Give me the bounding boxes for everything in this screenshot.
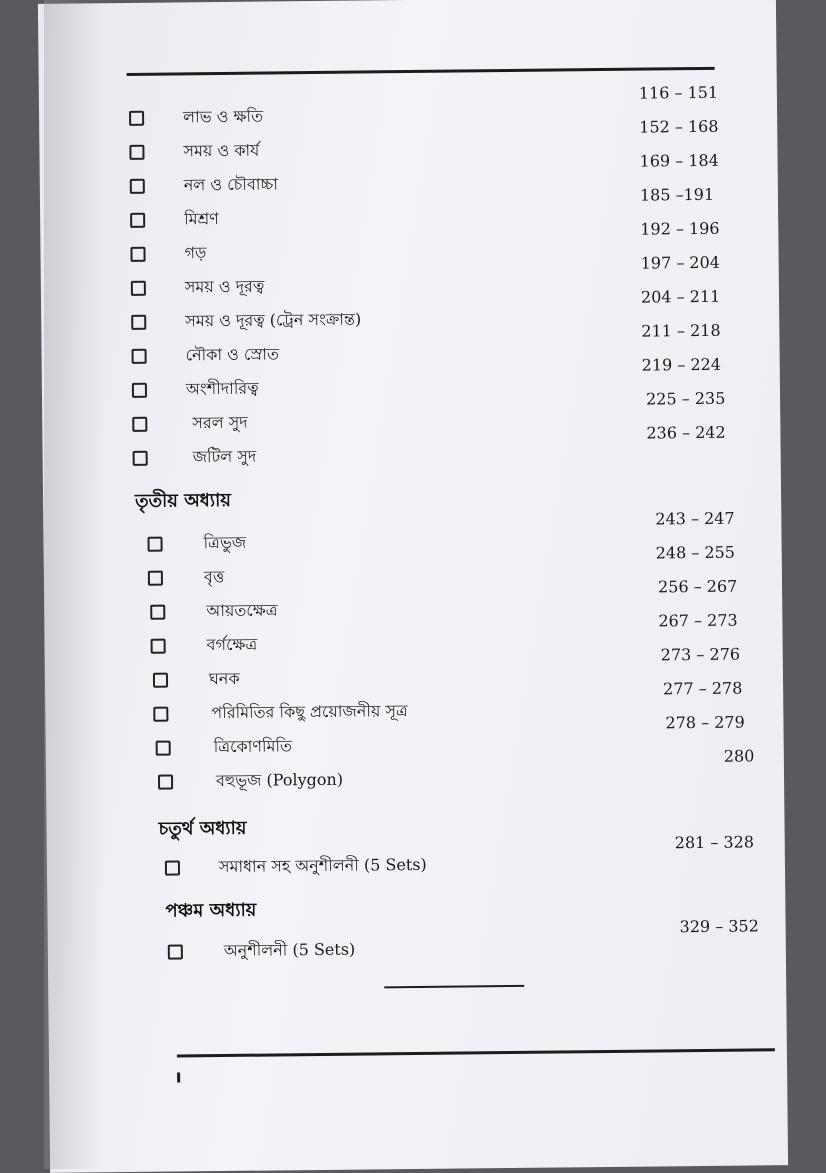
toc-topic: সময় ও দূরত্ব — [184, 276, 265, 297]
toc-topic: বৃত্ত — [203, 566, 225, 587]
toc-pages: 277 – 278 — [663, 678, 743, 699]
toc-topic: নল ও চৌবাচ্চা — [183, 174, 279, 195]
toc-pages: 152 – 168 — [639, 116, 719, 137]
toc-topic: ত্রিভুজ — [203, 532, 247, 553]
toc-row — [47, 832, 785, 884]
toc-topic: গড় — [184, 243, 207, 263]
checkbox-icon — [147, 537, 162, 552]
toc-pages: 197 – 204 — [640, 252, 720, 273]
chapter-heading: পঞ্চম অধ্যায় — [165, 899, 257, 922]
toc-pages: 329 – 352 — [679, 916, 759, 937]
chapter-heading: চতুর্থ অধ্যায় — [158, 817, 247, 840]
bottom-divider-tick — [177, 1072, 180, 1082]
toc-pages: 280 — [723, 746, 755, 766]
toc-pages: 281 – 328 — [674, 832, 755, 853]
checkbox-icon — [168, 944, 183, 959]
toc-topic: সময় ও কার্য — [183, 140, 260, 161]
toc-pages: 169 – 184 — [639, 150, 719, 171]
end-divider — [384, 985, 524, 988]
toc-pages: 192 – 196 — [640, 218, 720, 239]
checkbox-icon — [132, 349, 147, 364]
checkbox-icon — [151, 639, 166, 654]
checkbox-icon — [158, 775, 173, 790]
toc-pages: 236 – 242 — [646, 422, 726, 443]
checkbox-icon — [153, 707, 168, 722]
checkbox-icon — [132, 383, 147, 398]
toc-topic: বর্গক্ষেত্র — [206, 634, 258, 655]
checkbox-icon — [129, 111, 144, 126]
chapter-heading: তৃতীয় অধ্যায় — [135, 489, 231, 512]
top-divider — [127, 67, 715, 76]
checkbox-icon — [156, 741, 171, 756]
checkbox-icon — [129, 145, 144, 160]
toc-topic: অনুশীলনী (5 Sets) — [223, 939, 356, 961]
toc-topic: সরল সুদ — [192, 412, 248, 433]
toc-topic: সময় ও দূরত্ব (ট্রেন সংক্রান্ত) — [185, 309, 362, 331]
checkbox-icon — [148, 571, 163, 586]
toc-pages: 278 – 279 — [665, 712, 745, 733]
checkbox-icon — [153, 673, 168, 688]
bottom-divider — [177, 1048, 775, 1057]
toc-topic: নৌকা ও স্রোত — [185, 344, 280, 365]
toc-pages: 225 – 235 — [645, 388, 726, 409]
checkbox-icon — [133, 451, 148, 466]
toc-pages: 116 – 151 — [638, 82, 719, 103]
toc-topic: মিশ্রণ — [184, 209, 220, 229]
toc-row — [48, 916, 786, 968]
toc-pages: 267 – 273 — [658, 610, 738, 631]
toc-pages: 243 – 247 — [655, 508, 735, 529]
toc-topic: ত্রিকোণমিতি — [213, 736, 293, 757]
toc-pages: 219 – 224 — [641, 354, 722, 375]
toc-topic: সমাধান সহ অনুশীলনী (5 Sets) — [218, 854, 427, 877]
checkbox-icon — [132, 417, 147, 432]
toc-topic: লাভ ও ক্ষতি — [182, 106, 264, 127]
toc-pages: 248 – 255 — [655, 542, 736, 563]
toc-topic: আয়তক্ষেত্র — [206, 600, 278, 621]
checkbox-icon — [130, 179, 145, 194]
checkbox-icon — [131, 281, 146, 296]
toc-pages: 273 – 276 — [660, 644, 741, 665]
toc-pages: 185 –191 — [639, 184, 715, 205]
checkbox-icon — [130, 247, 145, 262]
toc-topic: পরিমিতির কিছু প্রয়োজনীয় সূত্র — [211, 701, 408, 723]
toc-pages: 204 – 211 — [640, 286, 721, 307]
checkbox-icon — [131, 315, 146, 330]
toc-topic: অংশীদারিত্ব — [185, 378, 259, 399]
book-page — [38, 0, 788, 1173]
checkbox-icon — [165, 860, 180, 875]
toc-topic: ঘনক — [208, 668, 240, 689]
toc-topic: বহুভূজ (Polygon) — [215, 769, 344, 791]
toc-pages: 211 – 218 — [641, 320, 721, 341]
checkbox-icon — [150, 605, 165, 620]
checkbox-icon — [130, 213, 145, 228]
toc-pages: 256 – 267 — [657, 576, 738, 597]
toc-topic: জটিল সুদ — [192, 446, 257, 467]
